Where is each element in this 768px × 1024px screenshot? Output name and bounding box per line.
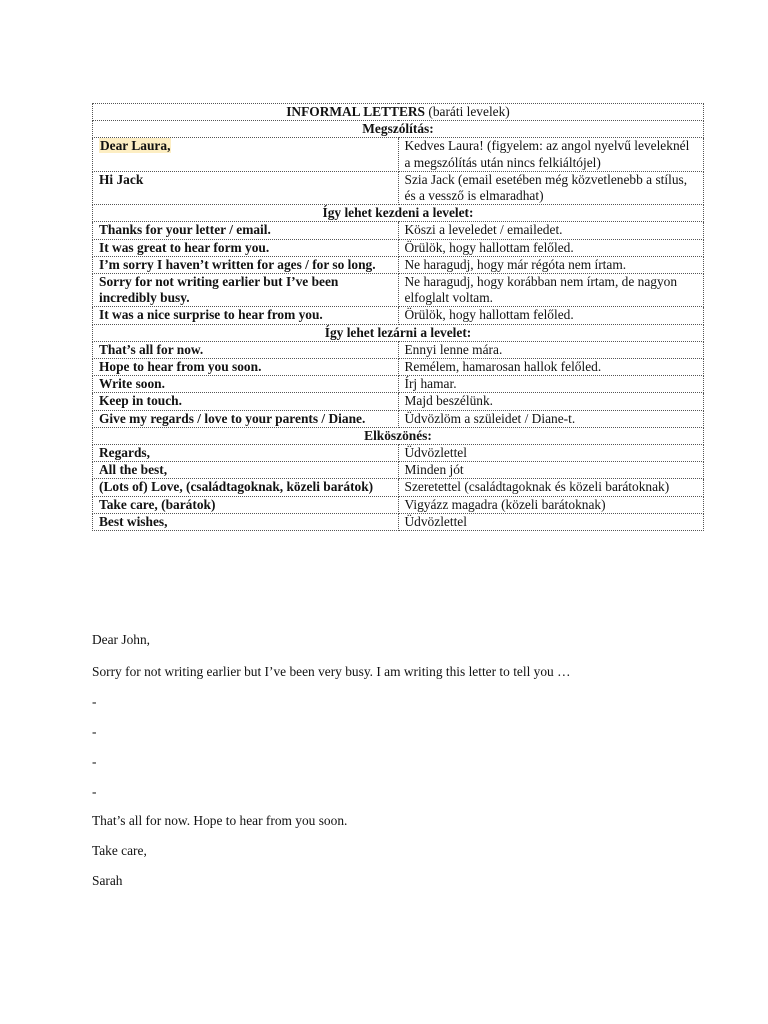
section-heading: Így lehet lezárni a levelet: — [93, 324, 704, 341]
letter-bullet: - — [92, 784, 97, 799]
hungarian-translation: Ennyi lenne mára. — [398, 341, 704, 358]
hungarian-translation: Köszi a leveledet / emailedet. — [398, 222, 704, 239]
hungarian-translation: Üdvözlettel — [398, 513, 704, 530]
table-row — [93, 445, 704, 462]
table-title — [93, 104, 704, 121]
english-phrase: Take care, (barátok) — [93, 496, 399, 513]
hungarian-translation: Üdvözlöm a szüleidet / Diane-t. — [398, 410, 704, 427]
english-phrase: It was a nice surprise to hear from you. — [93, 307, 399, 324]
section-heading: Megszólítás: — [93, 121, 704, 138]
letter-signoff: Take care, — [92, 843, 147, 858]
table-row — [93, 171, 704, 204]
english-phrase: Hope to hear from you soon. — [93, 359, 399, 376]
english-phrase: Thanks for your letter / email. — [93, 222, 399, 239]
english-phrase: I’m sorry I haven’t written for ages / for so long. — [93, 256, 399, 273]
hungarian-translation: Örülök, hogy hallottam felőled. — [398, 239, 704, 256]
letter-opening: Sorry for not writing earlier but I’ve been very busy. I am writing this letter to tell you … — [92, 664, 571, 679]
table-row — [93, 222, 704, 239]
hungarian-translation: Szia Jack (email esetében még közvetlenebb a stílus, és a vessző is elmaradhat) — [398, 171, 704, 204]
highlighted-phrase: Dear Laura, — [100, 138, 171, 154]
section-heading-row — [93, 205, 704, 222]
letter-closing: That’s all for now. Hope to hear from you soon. — [92, 813, 348, 828]
letter-signature: Sarah — [92, 873, 123, 888]
hungarian-translation: Ne haragudj, hogy már régóta nem írtam. — [398, 256, 704, 273]
phrases-table — [92, 103, 704, 531]
hungarian-translation: Üdvözlettel — [398, 445, 704, 462]
hungarian-translation: Minden jót — [398, 462, 704, 479]
table-title-text: INFORMAL LETTERS — [286, 104, 425, 119]
letter-bullet: - — [92, 754, 97, 769]
english-phrase: Regards, — [93, 445, 399, 462]
table-title-row — [93, 104, 704, 121]
table-row — [93, 274, 704, 307]
english-phrase: That’s all for now. — [93, 341, 399, 358]
english-phrase: Hi Jack — [93, 171, 399, 204]
letter-greeting: Dear John, — [92, 632, 151, 647]
table-row — [93, 479, 704, 496]
table-row — [93, 462, 704, 479]
table-row — [93, 410, 704, 427]
hungarian-translation: Majd beszélünk. — [398, 393, 704, 410]
hungarian-translation: Ne haragudj, hogy korábban nem írtam, de nagyon elfoglalt voltam. — [398, 274, 704, 307]
table-row — [93, 138, 704, 171]
table-row — [93, 496, 704, 513]
section-heading-row — [93, 121, 704, 138]
english-phrase: Give my regards / love to your parents / Diane. — [93, 410, 399, 427]
table-row — [93, 341, 704, 358]
table-row — [93, 359, 704, 376]
hungarian-translation: Írj hamar. — [398, 376, 704, 393]
table-title-hu: (baráti levelek) — [428, 104, 510, 119]
english-phrase — [93, 138, 399, 171]
english-phrase: Keep in touch. — [93, 393, 399, 410]
hungarian-translation: Szeretettel (családtagoknak és közeli barátoknak) — [398, 479, 704, 496]
english-phrase: Best wishes, — [93, 513, 399, 530]
table-row — [93, 376, 704, 393]
hungarian-translation: Örülök, hogy hallottam felőled. — [398, 307, 704, 324]
section-heading-row — [93, 324, 704, 341]
letter-bullet: - — [92, 724, 97, 739]
english-phrase: All the best, — [93, 462, 399, 479]
section-heading: Elköszönés: — [93, 427, 704, 444]
english-phrase: It was great to hear form you. — [93, 239, 399, 256]
hungarian-translation: Remélem, hamarosan hallok felőled. — [398, 359, 704, 376]
english-phrase: Write soon. — [93, 376, 399, 393]
english-phrase: (Lots of) Love, (családtagoknak, közeli barátok) — [93, 479, 399, 496]
table-row — [93, 513, 704, 530]
english-phrase: Sorry for not writing earlier but I’ve been incredibly busy. — [93, 274, 399, 307]
letter-bullet: - — [92, 694, 97, 709]
table-row — [93, 307, 704, 324]
table-row — [93, 239, 704, 256]
table-row — [93, 256, 704, 273]
hungarian-translation: Vigyázz magadra (közeli barátoknak) — [398, 496, 704, 513]
hungarian-translation: Kedves Laura! (figyelem: az angol nyelvű leveleknél a megszólítás után nincs felkiáltójel) — [398, 138, 704, 171]
section-heading-row — [93, 427, 704, 444]
table-row — [93, 393, 704, 410]
section-heading: Így lehet kezdeni a levelet: — [93, 205, 704, 222]
